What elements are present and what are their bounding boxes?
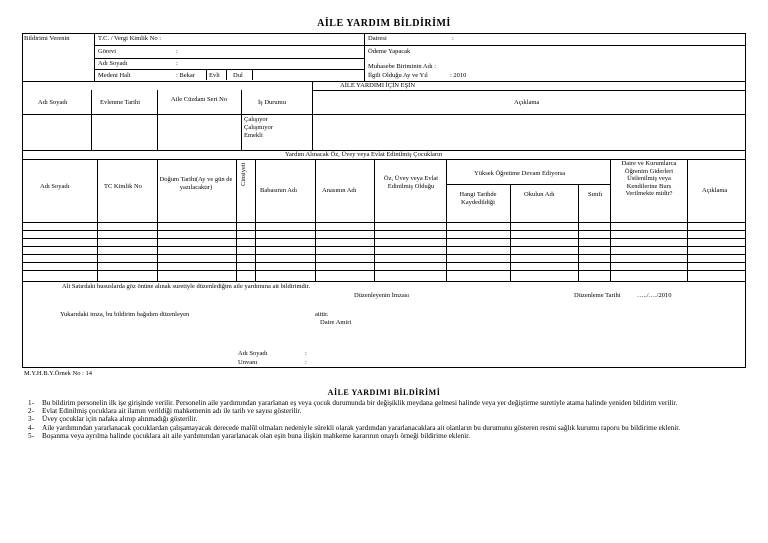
item-text: Bu bildirim personelin ilk işe girişinde verilir. Personelin aile yardımından yararlanan eş veya çocuk durumunda bir değişiklik meydana gelmesi halinde veya yer değiştirme suretiyle atama halinde yeniden bildirim verilir. xyxy=(42,399,678,407)
spouse-col-marriage-date: Evlenme Tarihi xyxy=(100,99,141,106)
child-col-class: Sınıfı xyxy=(588,191,603,198)
divider xyxy=(22,222,746,223)
department-label: Dairesi xyxy=(368,35,387,42)
divider xyxy=(94,33,95,81)
divider xyxy=(94,45,364,46)
divider xyxy=(312,90,746,91)
item-number: 4- xyxy=(28,423,34,432)
list-item xyxy=(28,424,748,432)
status-option-not-working[interactable]: Çalışmıyor xyxy=(244,124,273,131)
accounting-label: Muhasebe Biriminin Adı : xyxy=(368,63,437,70)
rank-label: Görevi xyxy=(98,48,117,55)
list-item xyxy=(28,399,748,407)
period-value: : 2010 xyxy=(450,72,467,79)
upper-signature-text: Yukarıdaki imza, bu bildirim bağıdım düzenleyen xyxy=(60,311,190,318)
divider xyxy=(22,114,746,115)
name-label: Adı Soyadı xyxy=(98,60,128,67)
item-text: Aile yardımından yararlanacak çocuklardan çalışamayacak derecede malûl olmaları nedeniyle sürekli olarak yardımdan yararlanacaklara ait olanların bu durumunu gösteren resmi sağlık kurumu raporu bu bildirime eklenir. xyxy=(42,423,681,432)
status-option-retired[interactable]: Emekli xyxy=(244,132,263,139)
divider xyxy=(364,45,746,46)
divider xyxy=(226,70,227,80)
divider xyxy=(241,90,242,150)
child-col-orphan: Daire ve Kurumlarca Öğrenim Giderleri Üstlenilmiş veya Kendilerine Burs Verilmekte midir? xyxy=(621,160,677,197)
child-col-school: Okulun Adı xyxy=(524,191,555,198)
instructions-list xyxy=(28,399,748,440)
item-text: Üvey çocuklar için nafaka alınıp alınmadığı gösterilir. xyxy=(42,415,198,424)
declaration-text: Alt Satırdaki hususlarda göz önüne alınak suretiyle düzenlediğim aile yardımına ait bildirimdir. xyxy=(62,283,311,290)
table-row[interactable] xyxy=(22,230,746,231)
marital-option-widowed[interactable]: Dul xyxy=(233,72,243,79)
marital-label: Medeni Hali xyxy=(98,72,131,79)
rank-colon: : xyxy=(176,48,178,55)
status-option-working[interactable]: Çalışıyor xyxy=(244,116,268,123)
list-item xyxy=(28,432,748,440)
divider xyxy=(252,70,253,80)
child-col-education: Yüksek Öğretime Devam Ediyorsa xyxy=(474,170,566,177)
item-text: Evlat Edinilmiş çocuklara ait ilamın verildiği mahkemenin adı ile tarih ve sayısı gösterilir. xyxy=(42,407,302,416)
divider xyxy=(312,81,313,150)
spouse-col-explanation: Açıklama xyxy=(514,99,540,106)
spouse-section-title: AİLE YARDIMI İÇİN EŞİN xyxy=(340,82,416,89)
table-row[interactable] xyxy=(22,281,746,282)
child-col-mother: Anasının Adı xyxy=(322,187,357,194)
item-number: 1- xyxy=(28,399,34,407)
footer-name-label: Adı Soyadı xyxy=(238,350,268,357)
table-row[interactable] xyxy=(22,238,746,239)
child-col-birth: Doğum Tarihi(Ay ve gün de yazılacaktır) xyxy=(159,176,233,191)
aittir-text: aittir. xyxy=(315,311,329,318)
table-row[interactable] xyxy=(22,262,746,263)
divider xyxy=(206,70,207,80)
item-number: 5- xyxy=(28,431,34,440)
marital-option-married[interactable]: Evli xyxy=(209,72,220,79)
date-label: Düzenleme Tarihi xyxy=(574,292,621,299)
item-text: Boşanma veya ayrılma halinde çocuklara ait aile yardımından yararlanacak olan eşin buna ilişkin mahkeme kararının onaylı örneği bildirime eklenir. xyxy=(42,431,471,440)
instructions-title: AİLE YARDIMI BİLDİRİMİ xyxy=(327,388,441,397)
footer-title-label: Unvanı xyxy=(238,359,258,366)
chief-label: Daire Amiri xyxy=(320,319,352,326)
notifier-label: Bildirimi Verenin xyxy=(24,35,70,42)
spouse-col-name: Adı Soyadı xyxy=(38,99,68,106)
child-col-father: Babasının Adı xyxy=(260,187,298,194)
form-title: AİLE YARDIM BİLDİRİMİ xyxy=(317,18,451,29)
footer-name-colon: : xyxy=(305,350,307,357)
tc-label: T.C. / Vergi Kimlik No : xyxy=(98,35,162,42)
child-col-note: Açıklama xyxy=(702,187,728,194)
table-row[interactable] xyxy=(22,254,746,255)
date-value[interactable]: …../…./2010 xyxy=(637,292,672,299)
children-section-title: Yardım Alınacak Öz, Üvey veya Evlat Edinilmiş Çocukların xyxy=(285,151,443,158)
divider xyxy=(91,90,92,150)
department-colon: : xyxy=(452,35,454,42)
period-label: İlgili Olduğu Ay ve Yıl xyxy=(368,72,428,79)
child-col-type: Öz, Üvey veya Evlat Edinilmiş Olduğu xyxy=(383,175,439,190)
form-code: M.Y.H.B.Y.Örnek No : 14 xyxy=(24,370,93,377)
table-row[interactable] xyxy=(22,270,746,271)
spouse-col-family-book: Aile Cüzdanı Seri No xyxy=(170,96,228,103)
divider xyxy=(446,184,610,185)
divider xyxy=(94,58,364,59)
divider xyxy=(157,90,158,150)
payment-label: Ödeme Yapacak xyxy=(368,48,411,55)
child-col-tc: TC Kimlik No xyxy=(104,183,142,190)
child-col-gender: Cinsiyeti xyxy=(240,162,247,186)
item-number: 2- xyxy=(28,407,34,416)
divider xyxy=(94,69,364,70)
child-col-name: Adı Soyadı xyxy=(40,183,70,190)
child-col-enroll-date: Hangi Tarihde Kaydedildiği xyxy=(459,191,497,206)
marital-option-single[interactable]: : Bekar xyxy=(176,72,195,79)
spouse-col-status: İş Durumu xyxy=(258,99,286,106)
item-number: 3- xyxy=(28,415,34,424)
divider xyxy=(510,184,511,281)
table-row[interactable] xyxy=(22,246,746,247)
footer-title-colon: : xyxy=(305,359,307,366)
list-item xyxy=(28,415,748,423)
divider xyxy=(578,184,579,281)
divider xyxy=(364,33,365,81)
name-colon: : xyxy=(176,60,178,67)
preparer-signature: Düzenleyenin İmzası xyxy=(354,292,410,299)
